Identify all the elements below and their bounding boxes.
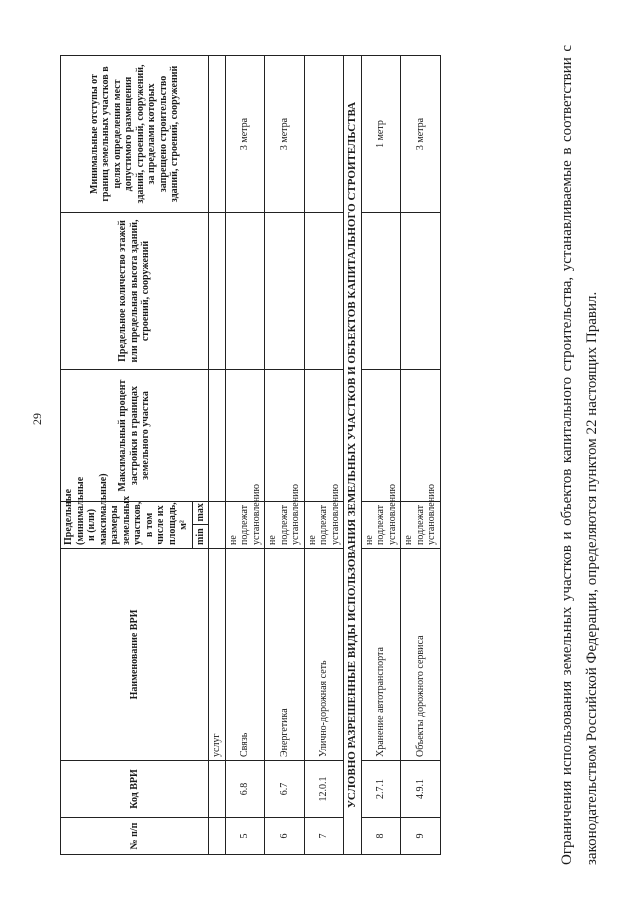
row-setback: 3 метра: [225, 56, 265, 213]
row-setback: 3 метра: [265, 56, 305, 213]
row-code: 6.8: [225, 761, 265, 818]
header-code: Код ВРИ: [61, 761, 209, 818]
header-min: min: [192, 525, 209, 549]
header-number: № п/п: [61, 818, 209, 855]
row-code: 6.7: [265, 761, 305, 818]
row-number: 9: [401, 818, 441, 855]
table-row: [265, 56, 305, 855]
footer-paragraph: Ограничения использования земельных участков и объектов капитального строительства, устанавливаемые в соответствии с законодательством Российской Федерации, определяются пунктом 22 настоящих Правил.: [559, 45, 600, 865]
row-name: Хранение автотранспорта: [361, 549, 401, 761]
header-floors: Предельное количество этажей или предельная высота зданий, строений, сооружений: [61, 213, 209, 370]
row-setback: 3 метра: [401, 56, 441, 213]
row-name: Улично-дорожная сеть: [304, 549, 344, 761]
row-name: Объекты дорожного сервиса: [401, 549, 441, 761]
row-name: Энергетика: [265, 549, 305, 761]
header-name: Наименование ВРИ: [61, 549, 209, 761]
row-code: 12.0.1: [304, 761, 344, 818]
service-row: услуг: [209, 549, 226, 761]
row-size: не подлежат установлению: [265, 502, 305, 549]
header-setback: Минимальные отступы от границ земельных участков в целях определения мест допустимого размещения зданий, строений, сооружений, за пределами которых запрещено строительство зданий, строений, сооружений: [61, 56, 209, 213]
header-size-group: Предельные (минимальные и (или) максимальные) размеры земельных участков, в том числе их площадь, м²: [61, 502, 193, 549]
header-percent: Максимальный процент застройки в границах земельного участка: [61, 370, 209, 502]
row-size: не подлежат установлению: [361, 502, 401, 549]
header-max: max: [192, 502, 209, 526]
row-number: 6: [265, 818, 305, 855]
row-name: Связь: [225, 549, 265, 761]
table-row: [401, 56, 441, 855]
row-size: не подлежат установлению: [225, 502, 265, 549]
row-code: 2.7.1: [361, 761, 401, 818]
row-number: 7: [304, 818, 344, 855]
row-size: не подлежат установлению: [304, 502, 344, 549]
rotated-table-container: [60, 55, 600, 855]
section-title: УСЛОВНО РАЗРЕШЕННЫЕ ВИДЫ ИСПОЛЬЗОВАНИЯ ЗЕМЕЛЬНЫХ УЧАСТКОВ И ОБЪЕКТОВ КАПИТАЛЬНОГО СТРОИТЕЛЬСТВА: [344, 56, 362, 855]
land-use-table: [60, 55, 441, 855]
page-number: 29: [30, 413, 44, 425]
table-row: [225, 56, 265, 855]
table-row: [304, 56, 344, 855]
table-row: [361, 56, 401, 855]
row-setback: 1 метр: [361, 56, 401, 213]
row-number: 5: [225, 818, 265, 855]
row-number: 8: [361, 818, 401, 855]
row-code: 4.9.1: [401, 761, 441, 818]
row-size: не подлежат установлению: [401, 502, 441, 549]
